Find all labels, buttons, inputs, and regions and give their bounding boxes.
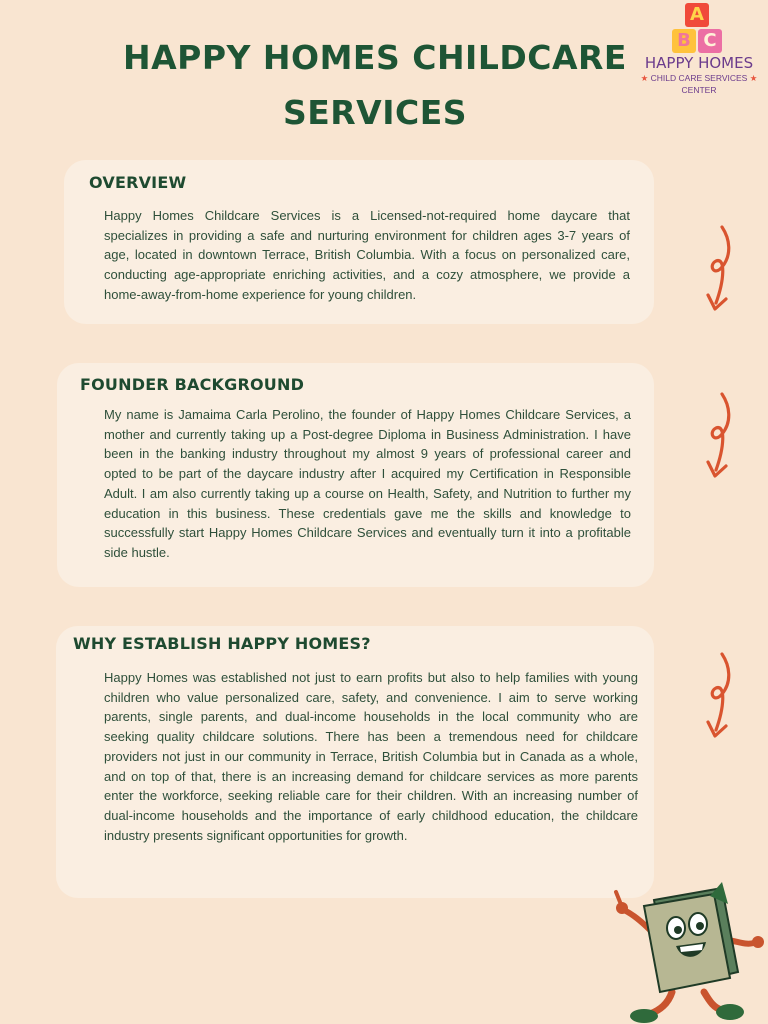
overview-card: [64, 160, 654, 324]
star-icon: ★: [749, 73, 758, 83]
overview-text: Happy Homes Childcare Services is a Licensed-not-required home daycare that specializes in providing a safe and nurturing environment for children ages 3-7 years of age, located in downtown Terrace, British Columbia. With a focus on personalized care, conducting age-appropriate enriching activities, and a cozy atmosphere, we provide a home-away-from-home experience for young children.: [104, 208, 630, 302]
logo-subtitle-2: CENTER: [681, 85, 717, 95]
abc-blocks-icon: [672, 2, 732, 54]
founder-background-heading: FOUNDER BACKGROUND: [80, 375, 305, 394]
star-icon: ★: [640, 73, 649, 83]
logo: [636, 2, 762, 102]
squiggle-down-arrow-icon: [702, 392, 738, 482]
founder-background-card: [57, 363, 654, 587]
why-establish-card: [56, 626, 654, 898]
logo-block-c: C: [698, 29, 722, 53]
page-title: HAPPY HOMES CHILDCARE SERVICES: [123, 38, 627, 132]
squiggle-down-arrow-icon: [702, 652, 738, 742]
founder-background-text: My name is Jamaima Carla Perolino, the founder of Happy Homes Childcare Services, a mother and currently taking up a Post-degree Diploma in Business Administration. I have been in the banking industry throughout my almost 9 years of professional career and opted to be part of the daycare industry after I acquired my Certification in Responsible Adult. I am also currently taking up a course on Health, Safety, and Nutrition to further my education in this business. These credentials gave me the skills and knowledge to successfully start Happy Homes Childcare Services and eventually turn it into a profitable side hustle.: [104, 407, 631, 560]
why-establish-heading: WHY ESTABLISH HAPPY HOMES?: [73, 634, 371, 653]
logo-subtitle: CHILD CARE SERVICES: [650, 73, 748, 83]
overview-heading: OVERVIEW: [89, 173, 187, 192]
logo-block-a: A: [685, 3, 709, 27]
logo-subtitle-row: [636, 73, 762, 83]
logo-block-b: B: [672, 29, 696, 53]
book-mascot-icon: [610, 880, 768, 1024]
why-establish-text: Happy Homes was established not just to earn profits but also to help families with young children who value personalized care, safety, and convenience. I aim to serve working parents, single parents, and dual-income households in the local community who are seeking quality childcare solutions. There has been a tremendous need for childcare providers not just in our community in Terrace, British Columbia but in Canada as a whole, and on top of that, there is an increasing demand for childcare services as more parents enter the workforce, seeking reliable care for their children. With an increasing number of dual-income households and the importance of early childhood education, the childcare industry presents significant opportunities for growth.: [104, 670, 638, 843]
logo-name: HAPPY HOMES: [644, 54, 754, 72]
squiggle-down-arrow-icon: [702, 225, 738, 315]
